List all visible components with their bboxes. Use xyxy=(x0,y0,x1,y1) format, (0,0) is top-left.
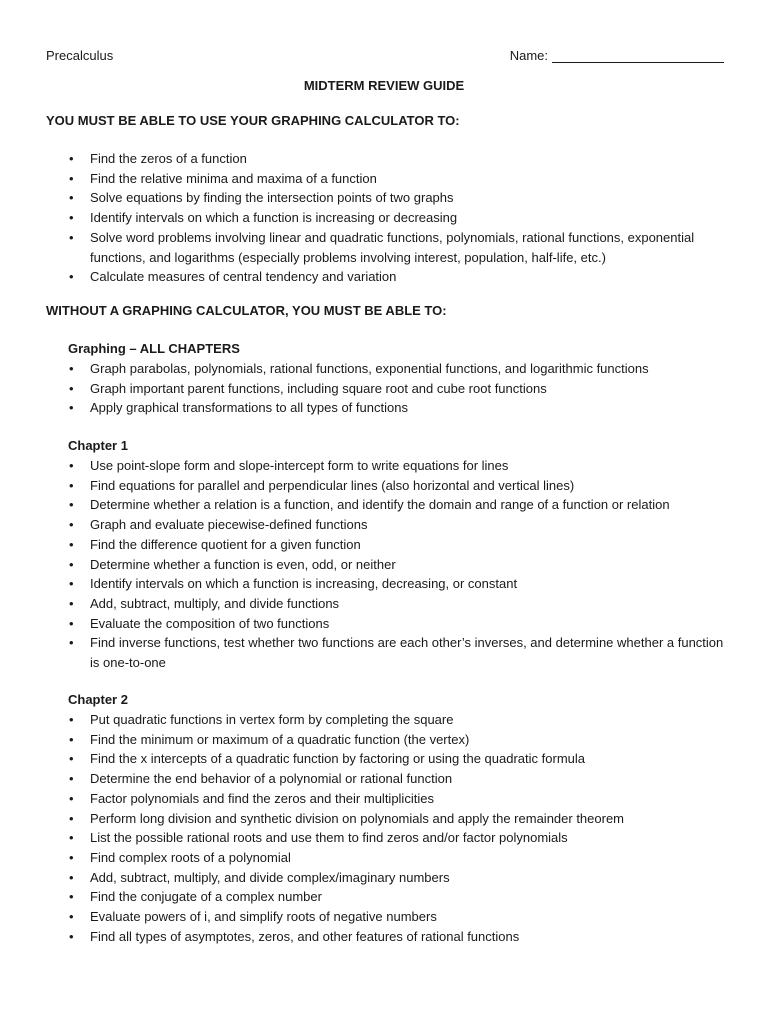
bullet-icon: • xyxy=(69,615,74,631)
bullet-icon: • xyxy=(69,536,74,552)
list-item: • Identify intervals on which a function is increasing or decreasing xyxy=(68,208,728,228)
no-calculator-section-heading: WITHOUT A GRAPHING CALCULATOR, YOU MUST BE ABLE TO: xyxy=(46,303,447,318)
bullet-icon: • xyxy=(69,229,74,245)
name-field xyxy=(510,48,724,63)
list-item: • Identify intervals on which a function is increasing, decreasing, or constant xyxy=(68,574,728,594)
list-item: • Apply graphical transformations to all types of functions xyxy=(68,398,728,418)
list-item: • Find equations for parallel and perpendicular lines (also horizontal and vertical lines) xyxy=(68,476,728,496)
chapter2-list xyxy=(68,710,728,946)
bullet-icon: • xyxy=(69,595,74,611)
bullet-icon: • xyxy=(69,849,74,865)
bullet-icon: • xyxy=(69,909,74,925)
chapter1-heading: Chapter 1 xyxy=(68,438,128,453)
bullet-icon: • xyxy=(69,380,74,396)
bullet-icon: • xyxy=(69,830,74,846)
bullet-icon: • xyxy=(69,556,74,572)
bullet-icon: • xyxy=(69,889,74,905)
chapter2-heading: Chapter 2 xyxy=(68,692,128,707)
bullet-icon: • xyxy=(69,517,74,533)
name-blank-line xyxy=(552,49,724,63)
list-item: • Find inverse functions, test whether two functions are each other’s inverses, and determine whether a function is one-to-one xyxy=(69,635,724,671)
list-item: • Graph parabolas, polynomials, rational functions, exponential functions, and logarithmic functions xyxy=(68,359,728,379)
list-item: • Determine the end behavior of a polynomial or rational function xyxy=(68,769,728,789)
bullet-icon: • xyxy=(69,190,74,206)
list-item: • Find the zeros of a function xyxy=(68,149,728,169)
list-item: • Solve equations by finding the intersection points of two graphs xyxy=(68,188,728,208)
name-label: Name: xyxy=(509,48,548,63)
list-item: • Evaluate the composition of two functions xyxy=(68,614,728,634)
list-item: • Find all types of asymptotes, zeros, and other features of rational functions xyxy=(68,927,728,947)
bullet-icon: • xyxy=(69,731,74,747)
list-item: • Find the minimum or maximum of a quadratic function (the vertex) xyxy=(68,730,728,750)
bullet-icon: • xyxy=(69,477,74,493)
course-name: Precalculus xyxy=(46,48,114,63)
calculator-section-heading: YOU MUST BE ABLE TO USE YOUR GRAPHING CALCULATOR TO: xyxy=(46,113,460,128)
list-item: • Determine whether a relation is a function, and identify the domain and range of a function or relation xyxy=(68,495,728,515)
bullet-icon: • xyxy=(69,210,74,226)
bullet-icon: • xyxy=(69,928,74,944)
bullet-icon: • xyxy=(69,361,74,376)
list-item: • List the possible rational roots and use them to find zeros and/or factor polynomials xyxy=(68,828,728,848)
bullet-icon: • xyxy=(69,576,74,592)
list-item: • Find the x intercepts of a quadratic function by factoring or using the quadratic formula xyxy=(68,749,728,769)
bullet-icon: • xyxy=(69,810,74,826)
bullet-icon: • xyxy=(69,458,74,473)
list-item: • Graph important parent functions, including square root and cube root functions xyxy=(68,379,728,399)
bullet-icon: • xyxy=(69,497,74,513)
bullet-icon: • xyxy=(69,751,74,767)
graphing-list xyxy=(68,359,728,418)
header-row xyxy=(46,48,724,66)
list-item: • Perform long division and synthetic division on polynomials and apply the remainder theorem xyxy=(68,809,728,829)
graphing-heading: Graphing – ALL CHAPTERS xyxy=(68,341,240,356)
bullet-icon: • xyxy=(69,170,74,186)
bullet-icon: • xyxy=(69,869,74,885)
list-item: • Find the conjugate of a complex number xyxy=(68,887,728,907)
list-item: • Calculate measures of central tendency and variation xyxy=(68,267,728,287)
bullet-icon: • xyxy=(69,712,74,727)
list-item: • Add, subtract, multiply, and divide complex/imaginary numbers xyxy=(68,868,728,888)
list-item: • Determine whether a function is even, odd, or neither xyxy=(68,555,728,575)
bullet-icon: • xyxy=(69,790,74,806)
list-item: • Put quadratic functions in vertex form by completing the square xyxy=(68,710,728,730)
list-item: • Find complex roots of a polynomial xyxy=(68,848,728,868)
bullet-icon: • xyxy=(69,269,74,285)
list-item: • Find the difference quotient for a given function xyxy=(68,535,728,555)
page-title: MIDTERM REVIEW GUIDE xyxy=(303,78,465,93)
bullet-icon: • xyxy=(69,635,74,651)
bullet-icon: • xyxy=(69,400,74,416)
list-item: • Factor polynomials and find the zeros and their multiplicities xyxy=(68,789,728,809)
list-item: • Find the relative minima and maxima of a function xyxy=(68,169,728,189)
list-item: • Solve word problems involving linear and quadratic functions, polynomials, rational functions, exponential functions, and logarithms (especially problems involving interest, population, half-life, etc.) xyxy=(69,229,695,265)
list-item: • Add, subtract, multiply, and divide functions xyxy=(68,594,728,614)
list-item: • Use point-slope form and slope-intercept form to write equations for lines xyxy=(68,456,728,476)
calculator-list xyxy=(68,149,728,287)
chapter1-list xyxy=(68,456,728,673)
bullet-icon: • xyxy=(69,151,74,166)
list-item: • Graph and evaluate piecewise-defined functions xyxy=(68,515,728,535)
bullet-icon: • xyxy=(69,771,74,787)
list-item: • Evaluate powers of i, and simplify roots of negative numbers xyxy=(68,907,728,927)
